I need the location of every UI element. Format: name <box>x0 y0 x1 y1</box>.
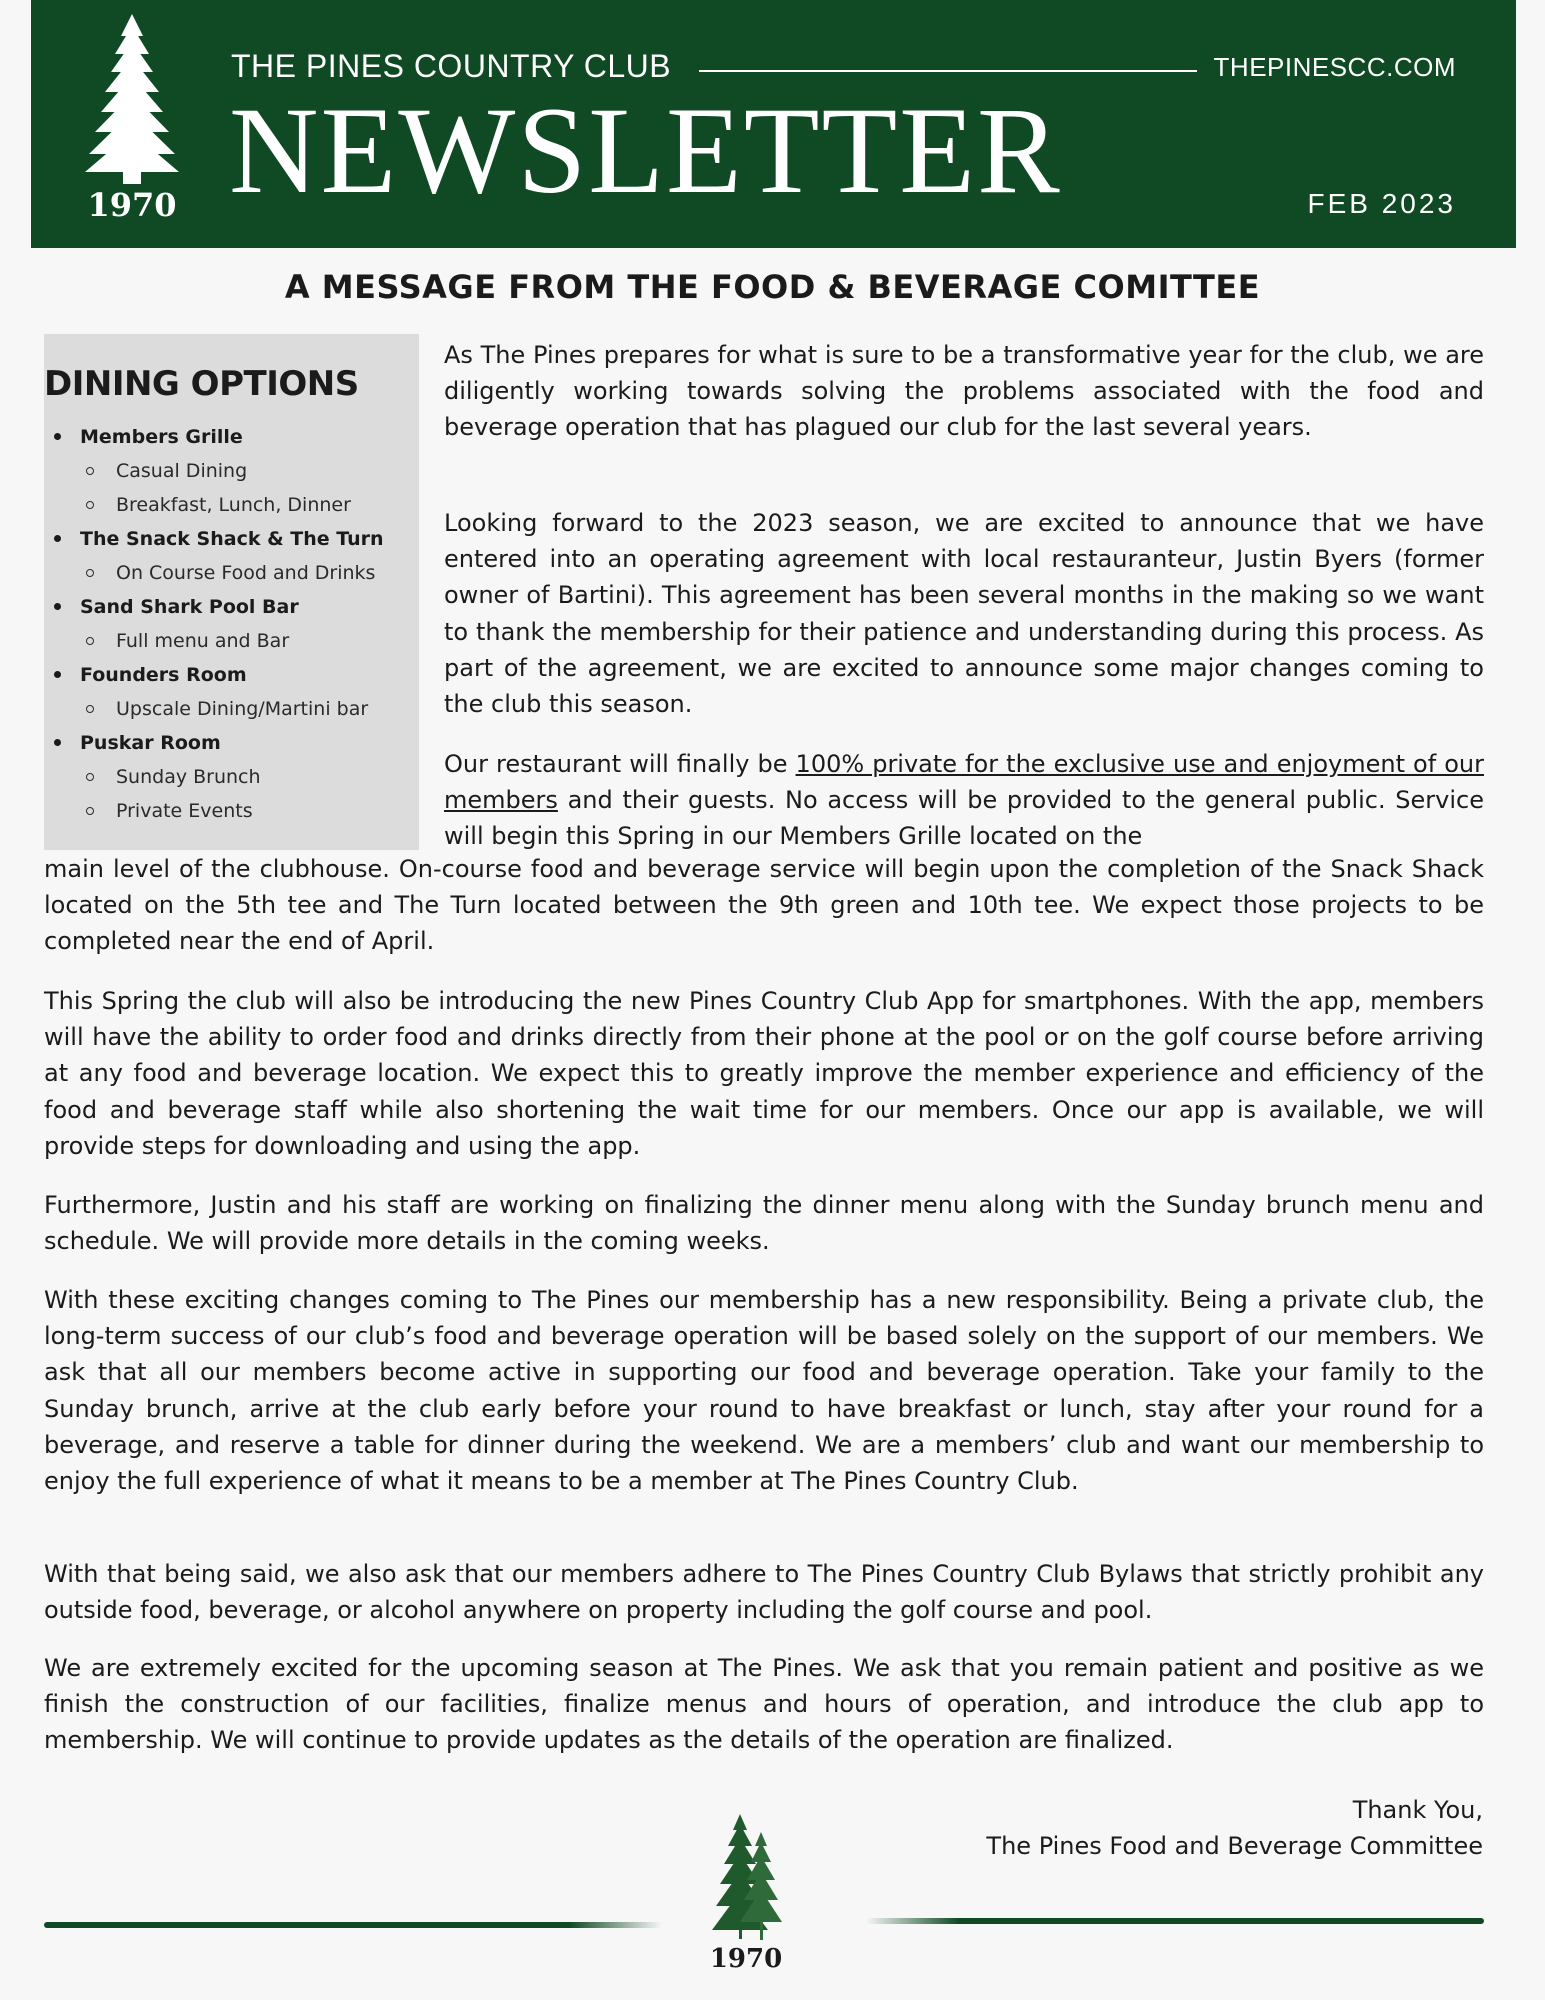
venue-detail: Private Events <box>80 794 419 828</box>
list-item <box>44 726 419 828</box>
paragraph-text: and their guests. No access will be provided to the general public. Service will begin this Spring in our Members Grille located on the <box>444 786 1484 851</box>
dining-venue-name: The Snack Shack & The Turn <box>80 528 384 550</box>
menu-paragraph: Furthermore, Justin and his staff are working on finalizing the dinner menu along with the Sunday brunch menu and schedule. We will provide more details in the coming weeks. <box>44 1191 1484 1256</box>
website-link[interactable]: THEPINESCC.COM <box>1213 52 1456 82</box>
bylaws-paragraph: With that being said, we also ask that our members adhere to The Pines Country Club Bylaws that strictly prohibit any outside food, beverage, or alcohol anywhere on property including the golf course and pool. <box>44 1560 1484 1625</box>
private-restaurant-paragraph <box>444 746 1484 855</box>
paragraph-text: Our restaurant will finally be <box>444 750 796 778</box>
emphasis-text: 100% private for the exclusive use and enjoyment of our members <box>444 750 1484 815</box>
pine-trees-icon <box>706 1814 786 1944</box>
list-item <box>44 420 419 522</box>
club-name: THE PINES COUNTRY CLUB <box>231 48 672 84</box>
page-title: A MESSAGE FROM THE FOOD & BEVERAGE COMITTEE <box>284 268 1261 306</box>
dining-venue-name: Founders Room <box>80 664 247 686</box>
footer-divider-right <box>866 1918 1484 1924</box>
footer-logo <box>706 1814 786 1984</box>
closing-paragraph: We are extremely excited for the upcoming season at The Pines. We ask that you remain patient and positive as we finish the construction of our facilities, finalize menus and hours of operation, and introduce the club app to membership. We will continue to provide updates as the details of the operation are finalized. <box>44 1654 1484 1755</box>
membership-paragraph: With these exciting changes coming to The Pines our membership has a new responsibility. Being a private club, the long-term success of our club’s food and beverage operation will be based solely on the support of our members. We ask that all our members become active in supporting our food and beverage operation. Take your family to the Sunday brunch, arrive at the club early before your round to have breakfast or lunch, stay after your round for a beverage, and reserve a table for dinner during the weekend. We are a members’ club and want our membership to enjoy the full experience of what it means to be a member at The Pines Country Club. <box>44 1286 1484 1496</box>
pine-tree-icon <box>77 14 187 189</box>
agreement-paragraph: Looking forward to the 2023 season, we are excited to announce that we have entered into an operating agreement with local restauranteur, Justin Byers (former owner of Bartini). This agreement has been several months in the making so we want to thank the membership for their patience and understanding during this process. As part of the agreement, we are excited to announce some major changes coming to the club this season. <box>444 509 1484 719</box>
venue-detail: Full menu and Bar <box>80 624 419 658</box>
app-paragraph: This Spring the club will also be introducing the new Pines Country Club App for smartphones. With the app, members will have the ability to order food and drinks directly from their phone at the pool or on the golf course before arriving at any food and beverage location. We expect this to greatly improve the member experience and efficiency of the food and beverage staff while also shortening the wait time for our members. Once our app is available, we will provide steps for downloading and using the app. <box>44 987 1484 1160</box>
signoff-committee: The Pines Food and Beverage Committee <box>986 1832 1483 1860</box>
signoff <box>986 1792 1483 1864</box>
footer-logo-year: 1970 <box>709 1944 783 1974</box>
newsletter-title: NEWSLETTER <box>229 82 1062 219</box>
venue-detail: On Course Food and Drinks <box>80 556 419 590</box>
logo-year: 1970 <box>87 186 177 224</box>
service-paragraph: main level of the clubhouse. On-course food and beverage service will begin upon the completion of the Snack Shack located on the 5th tee and The Turn located between the 9th green and 10th tee. We expect those projects to be completed near the end of April. <box>44 855 1484 956</box>
venue-detail: Breakfast, Lunch, Dinner <box>80 488 419 522</box>
venue-detail: Sunday Brunch <box>80 760 419 794</box>
list-item <box>44 658 419 726</box>
intro-paragraph: As The Pines prepares for what is sure to be a transformative year for the club, we are diligently working towards solving the problems associated with the food and beverage operation that has plagued our club for the last several years. <box>444 341 1484 442</box>
dining-options-box <box>44 334 419 850</box>
newsletter-header <box>31 0 1516 248</box>
dining-venue-name: Sand Shark Pool Bar <box>80 596 299 618</box>
header-divider <box>699 70 1197 72</box>
dining-options-title: DINING OPTIONS <box>44 364 359 404</box>
list-item <box>44 590 419 658</box>
dining-venue-name: Puskar Room <box>80 732 221 754</box>
dining-venue-name: Members Grille <box>80 426 243 448</box>
dining-options-list <box>44 420 419 828</box>
venue-detail: Casual Dining <box>80 454 419 488</box>
list-item <box>44 522 419 590</box>
footer-divider-left <box>44 1922 662 1928</box>
issue-date: FEB 2023 <box>1307 188 1456 219</box>
club-logo <box>77 14 187 224</box>
signoff-thanks: Thank You, <box>1352 1796 1483 1824</box>
venue-detail: Upscale Dining/Martini bar <box>80 692 419 726</box>
